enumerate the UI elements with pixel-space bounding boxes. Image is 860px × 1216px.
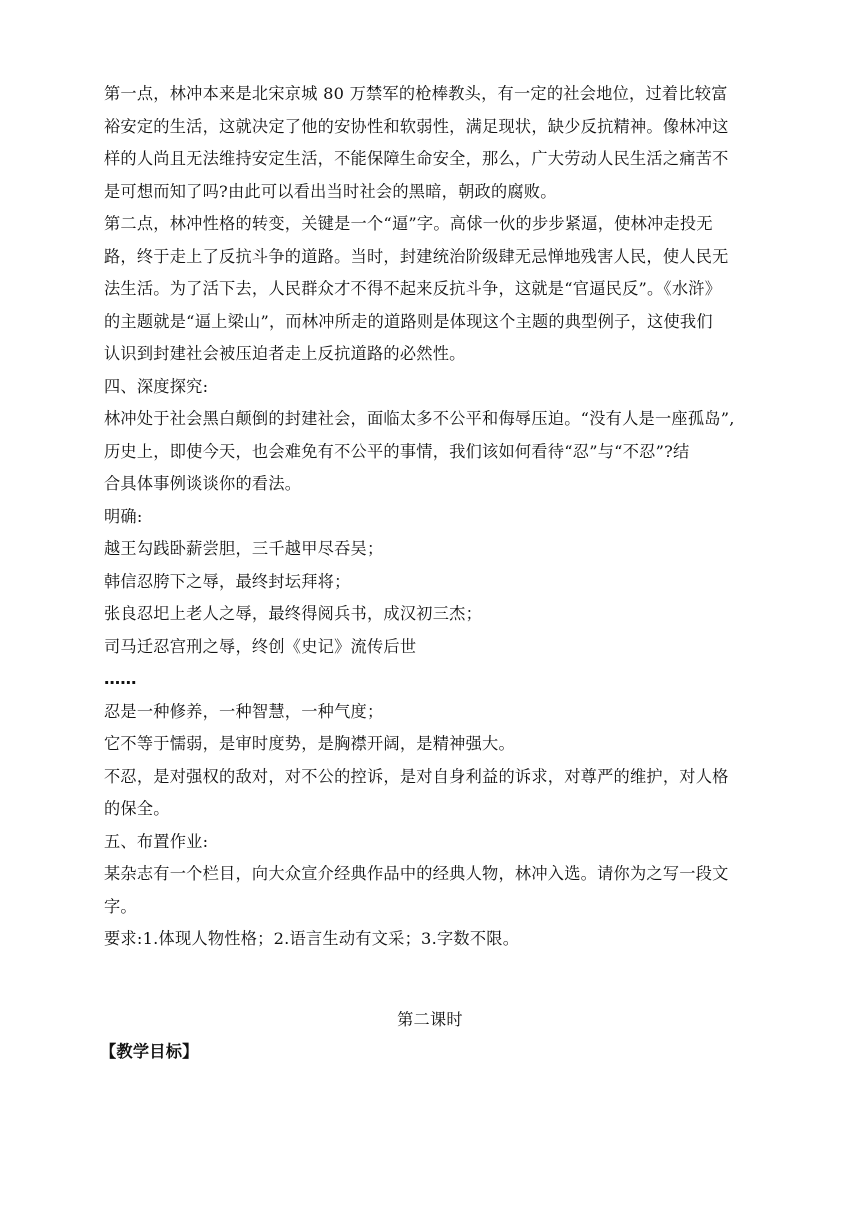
text-line: 认识到封建社会被压迫者走上反抗道路的必然性。 [104,344,466,363]
text-line: 历史上，即使今天，也会难免有不公平的事情，我们该如何看待“忍”与“不忍”?结 [104,441,690,461]
ellipsis: …… [104,669,137,688]
text-line: 的保全。 [104,799,170,818]
paragraph-inquiry-question [104,403,756,501]
document-page [100,78,756,1069]
example-item: 张良忍圯上老人之辱，最终得阅兵书，成汉初三杰； [104,604,483,623]
teaching-goals-heading: 【教学目标】 [100,1042,199,1061]
lesson-title: 第二课时 [397,1009,463,1029]
text-line: 裕安定的生活，这就决定了他的安协性和软弱性，满足现状，缺少反抗精神。像林冲这 [104,116,729,136]
examples-list [104,533,756,696]
text-line: 第二点，林冲性格的转变，关键是一个“逼”字。高俅一伙的步步紧逼，使林冲走投无 [104,214,713,233]
example-item: 越王勾践卧薪尝胆，三千越甲尽吞吴； [104,539,384,558]
text-line: 忍是一种修养，一种智慧，一种气度； [104,701,384,721]
paragraph-point-one [104,78,756,208]
text-line: 路，终于走上了反抗斗争的道路。当时，封建统治阶级肆无忌惮地残害人民，使人民无 [104,246,729,266]
text-line: 是可想而知了吗?由此可以看出当时社会的黑暗，朝政的腐败。 [104,181,557,201]
clarify-label: 明确: [104,506,143,526]
paragraph-forbearance [104,696,756,761]
section-heading-homework: 五、布置作业: [104,831,209,851]
text-line: 不忍，是对强权的敌对，对不公的控诉，是对自身利益的诉求，对尊严的维护，对人格 [104,766,729,786]
paragraph-homework [104,858,756,923]
text-line: 字。 [104,896,137,916]
text-line: 的主题就是“逼上梁山”，而林冲所走的道路则是体现这个主题的典型例子，这使我们 [104,311,713,331]
example-item: 司马迁忍宫刑之辱，终创《史记》流传后世 [104,636,417,656]
text-line: 某杂志有一个栏目，向大众宣介经典作品中的经典人物，林冲入选。请你为之写一段文 [104,864,729,883]
section-heading-deep-inquiry: 四、深度探究: [104,376,209,396]
spacer [104,956,756,1004]
text-line: 样的人尚且无法维持安定生活，不能保障生命安全，那么，广大劳动人民生活之痛苦不 [104,149,729,168]
text-line: 第一点，林冲本来是北宋京城 80 万禁军的枪棒教头，有一定的社会地位，过着比较富 [104,84,728,103]
text-line: 林冲处于社会黑白颠倒的封建社会，面临太多不公平和侮辱压迫。“没有人是一座孤岛”, [104,409,735,428]
paragraph-not-forbearing [104,761,756,826]
text-line: 法生活。为了活下去，人民群众才不得不起来反抗斗争，这就是“官逼民反”。《水浒》 [104,279,722,298]
text-line: 合具体事例谈谈你的看法。 [104,474,302,493]
homework-requirements: 要求:1.体现人物性格；2.语言生动有文采；3.字数不限。 [104,929,520,948]
example-item: 韩信忍胯下之辱，最终封坛拜将； [104,571,351,591]
text-line: 它不等于懦弱，是审时度势，是胸襟开阔，是精神强大。 [104,734,515,753]
paragraph-point-two [104,208,756,371]
